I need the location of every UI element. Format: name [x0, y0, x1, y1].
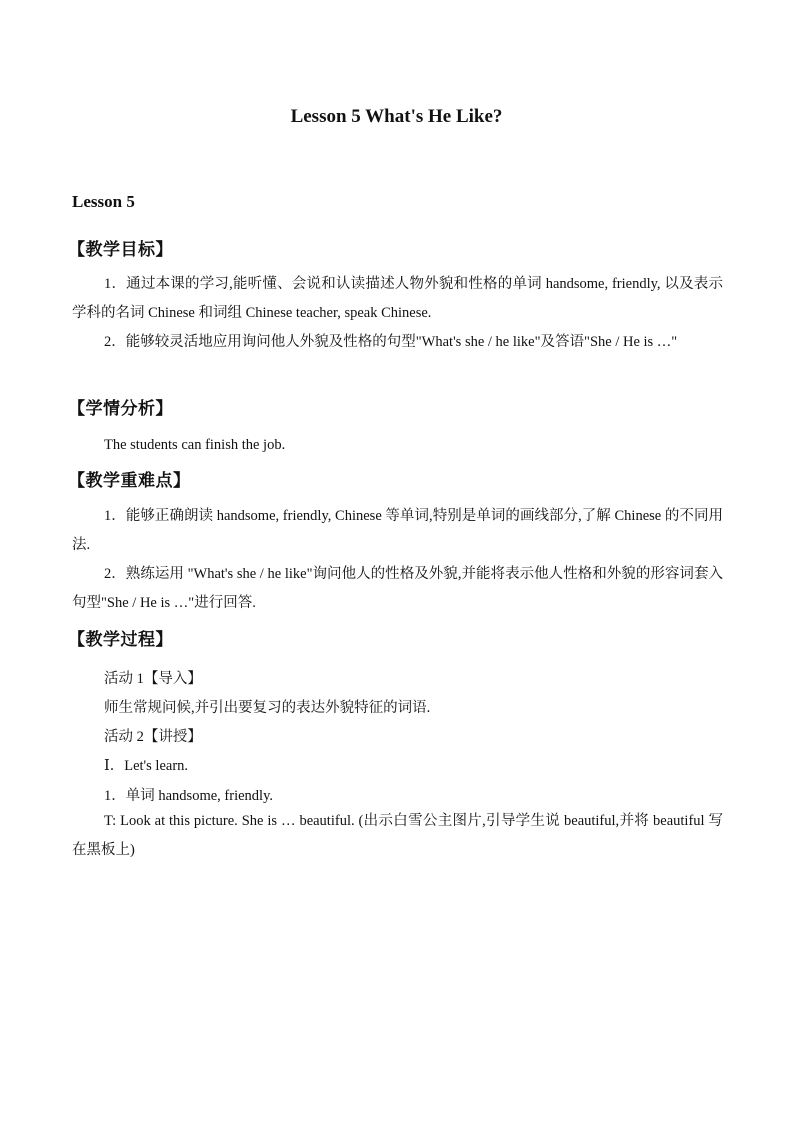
activity-1-text: 师生常规问候,并引出要复习的表达外貌特征的词语.	[104, 700, 431, 716]
goals-paragraph-2: 2．能够较灵活地应用询问他人外貌及性格的句型"What's she / he like"及答语"She / He is …"	[104, 334, 678, 350]
keypoints-paragraph-2: 2．熟练运用 "What's she / he like"询问他人的性格及外貌,并能将表示他人性格和外貌的形容词套入句型"She / He is …"进行回答.	[72, 566, 723, 611]
teacher-dialogue: T: Look at this picture. She is … beautiful. (出示白雪公主图片,引导学生说 beautiful,并将 beautiful 写在黑板上)	[72, 813, 723, 858]
step-words: 1．单词 handsome, friendly.	[104, 788, 274, 804]
activity-2-label: 活动 2【讲授】	[104, 729, 202, 745]
section-heading-goals: 【教学目标】	[68, 240, 173, 259]
analysis-paragraph: The students can finish the job.	[104, 437, 286, 453]
step-lets-learn: Ⅰ．Let's learn.	[104, 758, 189, 774]
goals-paragraph-1: 1．通过本课的学习,能听懂、会说和认读描述人物外貌和性格的单词 handsome, friendly, 以及表示学科的名词 Chinese 和词组 Chinese teacher, speak Chinese.	[72, 276, 723, 321]
lesson-heading: Lesson 5	[72, 192, 135, 211]
section-heading-process: 【教学过程】	[68, 630, 173, 649]
section-heading-keypoints: 【教学重难点】	[68, 471, 191, 490]
activity-1-label: 活动 1【导入】	[104, 671, 202, 687]
document-title: Lesson 5 What's He Like?	[290, 106, 503, 127]
keypoints-paragraph-1: 1．能够正确朗读 handsome, friendly, Chinese 等单词,特别是单词的画线部分,了解 Chinese 的不同用法.	[72, 508, 723, 553]
section-heading-analysis: 【学情分析】	[68, 399, 173, 418]
